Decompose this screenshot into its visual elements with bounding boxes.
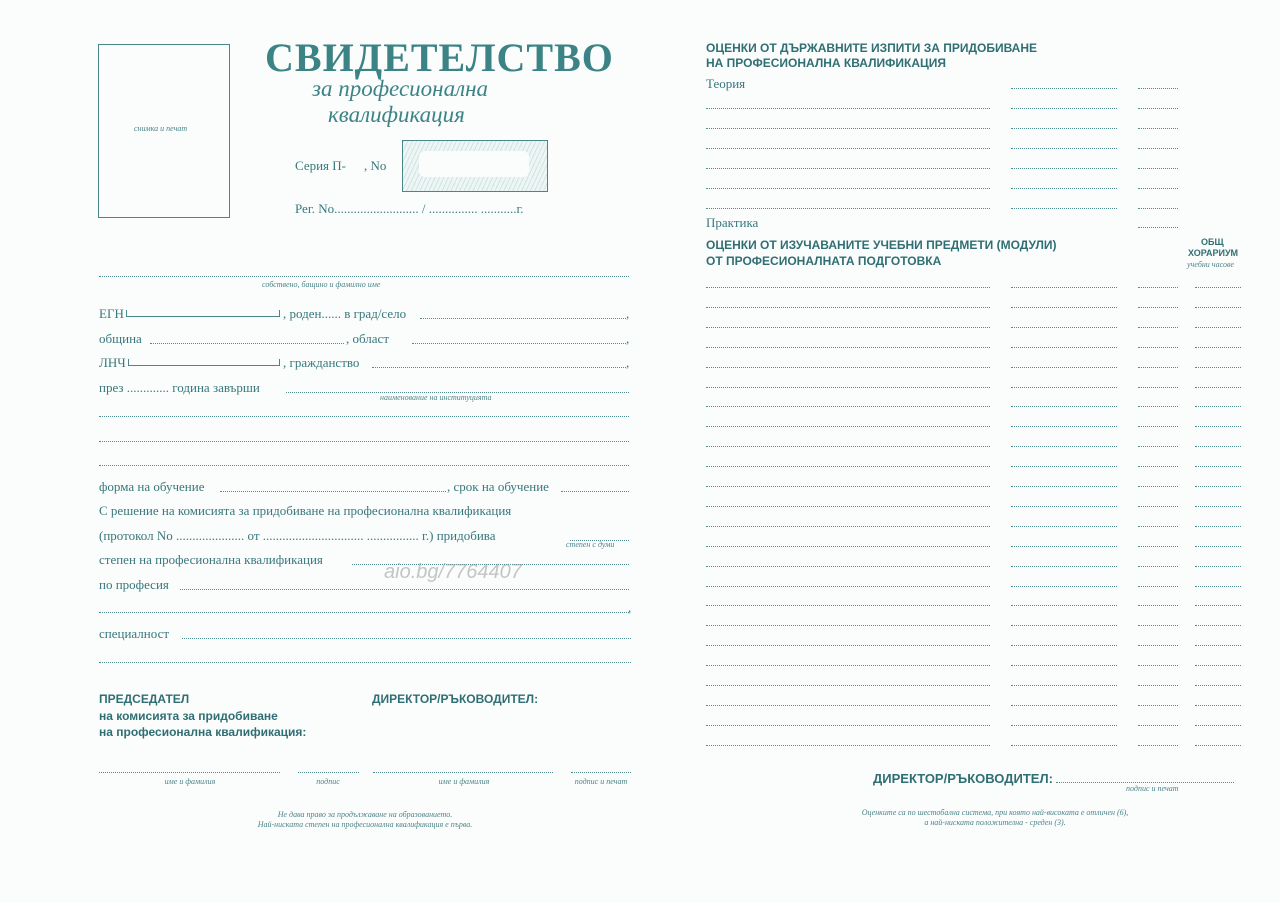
chairman-sign-caption: подпис [316, 777, 340, 786]
profession-line [180, 589, 629, 590]
exam-title-1: ОЦЕНКИ ОТ ДЪРЖАВНИТЕ ИЗПИТИ ЗА ПРИДОБИВАНЕ [706, 41, 1038, 55]
subject-grade-number-line [1138, 665, 1178, 666]
blank-line [99, 441, 629, 442]
lnch-field[interactable] [128, 359, 280, 366]
certificate-subtitle-2: квалификация [328, 102, 465, 127]
subject-name-line [706, 287, 990, 288]
right-footer-1: Оценките са по шестобална система, при която най-високата е отличен (6), [861, 808, 1129, 817]
subject-hours-line [1195, 665, 1241, 666]
subject-grade-words-line [1011, 685, 1117, 686]
training-form-line [220, 491, 446, 492]
right-footer-2: а най-ниската положителна - среден (3). [924, 818, 1066, 827]
training-form-label: форма на обучение [99, 479, 205, 494]
subject-grade-number-line [1138, 387, 1178, 388]
chairman-title: ПРЕДСЕДАТЕЛ [99, 692, 190, 706]
subject-grade-words-line [1011, 486, 1117, 487]
subject-hours-line [1195, 625, 1241, 626]
chairman-name-line [99, 772, 280, 773]
subject-grade-words-line [1011, 466, 1117, 467]
exam-grade-words-line [1011, 108, 1117, 109]
born-place-line [420, 318, 626, 319]
director-name-line [373, 772, 553, 773]
blank-line [99, 612, 629, 613]
subject-grade-number-line [1138, 506, 1178, 507]
institution-caption: наименование на институцията [380, 393, 492, 402]
subject-grade-number-line [1138, 725, 1178, 726]
chairman-sign-line [298, 772, 359, 773]
subject-grade-words-line [1011, 287, 1117, 288]
number-label: , No [364, 158, 387, 173]
subject-grade-number-line [1138, 446, 1178, 447]
subject-name-line [706, 685, 990, 686]
left-footer-2: Най-ниската степен на професионална квалификация е първа. [257, 820, 473, 829]
director-name-caption: име и фамилия [438, 777, 490, 786]
series-label: Серия П- [295, 158, 347, 173]
director-signature-line [1056, 782, 1234, 783]
subject-grade-words-line [1011, 705, 1117, 706]
hours-title-2: ХОРАРИУМ [1188, 248, 1239, 258]
subject-hours-line [1195, 287, 1241, 288]
subject-grade-words-line [1011, 347, 1117, 348]
subject-grade-words-line [1011, 506, 1117, 507]
certificate-title: СВИДЕТЕЛСТВО [265, 35, 614, 80]
exam-grade-number-line [1138, 188, 1178, 189]
born-label: , роден...... в град/село [283, 306, 407, 321]
chairman-name-caption: име и фамилия [164, 777, 216, 786]
hours-caption: учебни часове [1187, 260, 1234, 269]
director-signature-caption: подпис и печат [1126, 784, 1179, 793]
exam-grade-words-line [1011, 168, 1117, 169]
subject-grade-number-line [1138, 526, 1178, 527]
subject-grade-number-line [1138, 566, 1178, 567]
subject-name-line [706, 725, 990, 726]
subject-hours-line [1195, 645, 1241, 646]
subject-grade-number-line [1138, 287, 1178, 288]
subject-grade-words-line [1011, 387, 1117, 388]
subject-name-line [706, 307, 990, 308]
degree-caption: степен с думи [566, 540, 615, 549]
comma: , [628, 600, 632, 615]
subject-grade-number-line [1138, 466, 1178, 467]
training-term-label: , срок на обучение [447, 479, 549, 494]
subject-name-line [706, 367, 990, 368]
subject-grade-words-line [1011, 406, 1117, 407]
subject-grade-number-line [1138, 685, 1178, 686]
specialty-line [182, 638, 631, 639]
degree-label: степен на професионална квалификация [99, 552, 323, 567]
subject-name-line [706, 446, 990, 447]
subject-name-line [706, 406, 990, 407]
exam-grade-words-line [1011, 88, 1117, 89]
subject-grade-number-line [1138, 546, 1178, 547]
subject-name-line [706, 486, 990, 487]
subject-grade-number-line [1138, 745, 1178, 746]
exam-grade-words-line [1011, 208, 1117, 209]
egn-field[interactable] [126, 310, 280, 317]
subject-hours-line [1195, 526, 1241, 527]
comma: , [626, 306, 630, 321]
director-sign-line [571, 772, 631, 773]
subject-name-line [706, 387, 990, 388]
subject-name-line [706, 605, 990, 606]
subject-name-line [706, 566, 990, 567]
subject-name-line [706, 645, 990, 646]
exam-grade-number-line [1138, 168, 1178, 169]
hours-title-1: ОБЩ [1201, 237, 1224, 247]
subject-hours-line [1195, 387, 1241, 388]
subject-grade-number-line [1138, 426, 1178, 427]
exam-title-2: НА ПРОФЕСИОНАЛНА КВАЛИФИКАЦИЯ [706, 56, 947, 70]
graduation-label: през ............. година завърши [99, 380, 260, 395]
subject-grade-number-line [1138, 486, 1178, 487]
subjects-title-2: ОТ ПРОФЕСИОНАЛНАТА ПОДГОТОВКА [706, 254, 942, 268]
exam-subject-line [706, 168, 990, 169]
subject-grade-words-line [1011, 426, 1117, 427]
name-line [99, 276, 629, 277]
name-caption: собствено, бащино и фамилно име [262, 280, 381, 289]
subject-hours-line [1195, 566, 1241, 567]
comma: , [626, 355, 630, 370]
subject-grade-words-line [1011, 586, 1117, 587]
subject-grade-words-line [1011, 526, 1117, 527]
exam-grade-number-line [1138, 128, 1178, 129]
subject-grade-words-line [1011, 566, 1117, 567]
exam-subject-line [706, 108, 990, 109]
practice-label: Практика [706, 215, 759, 230]
subject-grade-words-line [1011, 367, 1117, 368]
subject-hours-line [1195, 685, 1241, 686]
chairman-subtitle-1: на комисията за придобиване [99, 709, 278, 723]
exam-grade-number-line [1138, 148, 1178, 149]
region-label: , област [346, 331, 389, 346]
subject-name-line [706, 745, 990, 746]
subject-hours-line [1195, 446, 1241, 447]
subject-grade-words-line [1011, 446, 1117, 447]
subject-hours-line [1195, 725, 1241, 726]
exam-grade-words-line [1011, 148, 1117, 149]
exam-grade-words-line [1011, 128, 1117, 129]
subject-grade-words-line [1011, 625, 1117, 626]
region-line [412, 343, 626, 344]
subject-grade-words-line [1011, 546, 1117, 547]
practice-line-3 [1138, 227, 1178, 228]
subject-grade-number-line [1138, 347, 1178, 348]
subject-hours-line [1195, 705, 1241, 706]
exam-grade-words-line [1011, 188, 1117, 189]
theory-label: Теория [706, 76, 746, 91]
subject-grade-number-line [1138, 367, 1178, 368]
subject-hours-line [1195, 426, 1241, 427]
subject-name-line [706, 426, 990, 427]
subject-hours-line [1195, 586, 1241, 587]
municipality-line [150, 343, 344, 344]
subject-grade-words-line [1011, 327, 1117, 328]
exam-subject-line [706, 128, 990, 129]
lnch-label: ЛНЧ [99, 355, 126, 370]
subject-hours-line [1195, 466, 1241, 467]
subject-grade-number-line [1138, 307, 1178, 308]
subject-hours-line [1195, 506, 1241, 507]
protocol-text: (протокол No ..................... от ............................... ................ г.) придобива [99, 528, 496, 543]
subject-hours-line [1195, 745, 1241, 746]
subject-name-line [706, 327, 990, 328]
director-label-right: ДИРЕКТОР/РЪКОВОДИТЕЛ: [873, 771, 1053, 786]
registration-number: Рег. No.......................... / ............... ...........г. [295, 201, 524, 216]
subject-name-line [706, 625, 990, 626]
blank-line [99, 662, 631, 663]
citizenship-line [372, 367, 626, 368]
serial-number-box [402, 140, 548, 192]
subject-name-line [706, 586, 990, 587]
certificate-subtitle-1: за професионална [312, 76, 489, 101]
exam-grade-number-line [1138, 88, 1178, 89]
subject-hours-line [1195, 406, 1241, 407]
subject-grade-number-line [1138, 625, 1178, 626]
subject-name-line [706, 466, 990, 467]
chairman-subtitle-2: на професионална квалификация: [99, 725, 307, 739]
director-title: ДИРЕКТОР/РЪКОВОДИТЕЛ: [372, 692, 539, 706]
subject-grade-words-line [1011, 645, 1117, 646]
exam-subject-line [706, 188, 990, 189]
exam-subject-line [706, 148, 990, 149]
municipality-label: община [99, 331, 142, 346]
decision-text: С решение на комисията за придобиване на професионална квалификация [99, 503, 512, 518]
subject-name-line [706, 546, 990, 547]
blank-line [99, 465, 629, 466]
subject-hours-line [1195, 307, 1241, 308]
profession-label: по професия [99, 577, 169, 592]
subject-grade-words-line [1011, 605, 1117, 606]
subject-name-line [706, 347, 990, 348]
subject-name-line [706, 526, 990, 527]
subject-name-line [706, 705, 990, 706]
subject-grade-number-line [1138, 327, 1178, 328]
exam-grade-number-line [1138, 108, 1178, 109]
subject-grade-number-line [1138, 705, 1178, 706]
exam-subject-line [706, 208, 990, 209]
subject-grade-words-line [1011, 745, 1117, 746]
left-footer-1: Не дава право за продължаване на образованието. [277, 810, 453, 819]
subject-hours-line [1195, 605, 1241, 606]
subject-grade-words-line [1011, 307, 1117, 308]
citizenship-label: , гражданство [283, 355, 360, 370]
specialty-label: специалност [99, 626, 170, 641]
subject-grade-number-line [1138, 406, 1178, 407]
director-sign-caption: подпис и печат [574, 777, 628, 786]
subject-grade-words-line [1011, 665, 1117, 666]
subject-hours-line [1195, 486, 1241, 487]
comma: , [626, 331, 630, 346]
subject-hours-line [1195, 367, 1241, 368]
watermark: aio.bg/7764407 [384, 561, 522, 583]
subject-grade-number-line [1138, 645, 1178, 646]
blank-line [99, 416, 629, 417]
subject-grade-number-line [1138, 586, 1178, 587]
subject-hours-line [1195, 347, 1241, 348]
exam-grade-number-line [1138, 208, 1178, 209]
subject-hours-line [1195, 546, 1241, 547]
subject-grade-number-line [1138, 605, 1178, 606]
subject-name-line [706, 665, 990, 666]
subject-grade-words-line [1011, 725, 1117, 726]
subject-name-line [706, 506, 990, 507]
training-term-line [561, 491, 629, 492]
egn-label: ЕГН [99, 306, 124, 321]
subject-hours-line [1195, 327, 1241, 328]
photo-label: снимка и печат [134, 124, 188, 133]
subjects-title-1: ОЦЕНКИ ОТ ИЗУЧАВАНИТЕ УЧЕБНИ ПРЕДМЕТИ (МОДУЛИ) [706, 238, 1057, 252]
